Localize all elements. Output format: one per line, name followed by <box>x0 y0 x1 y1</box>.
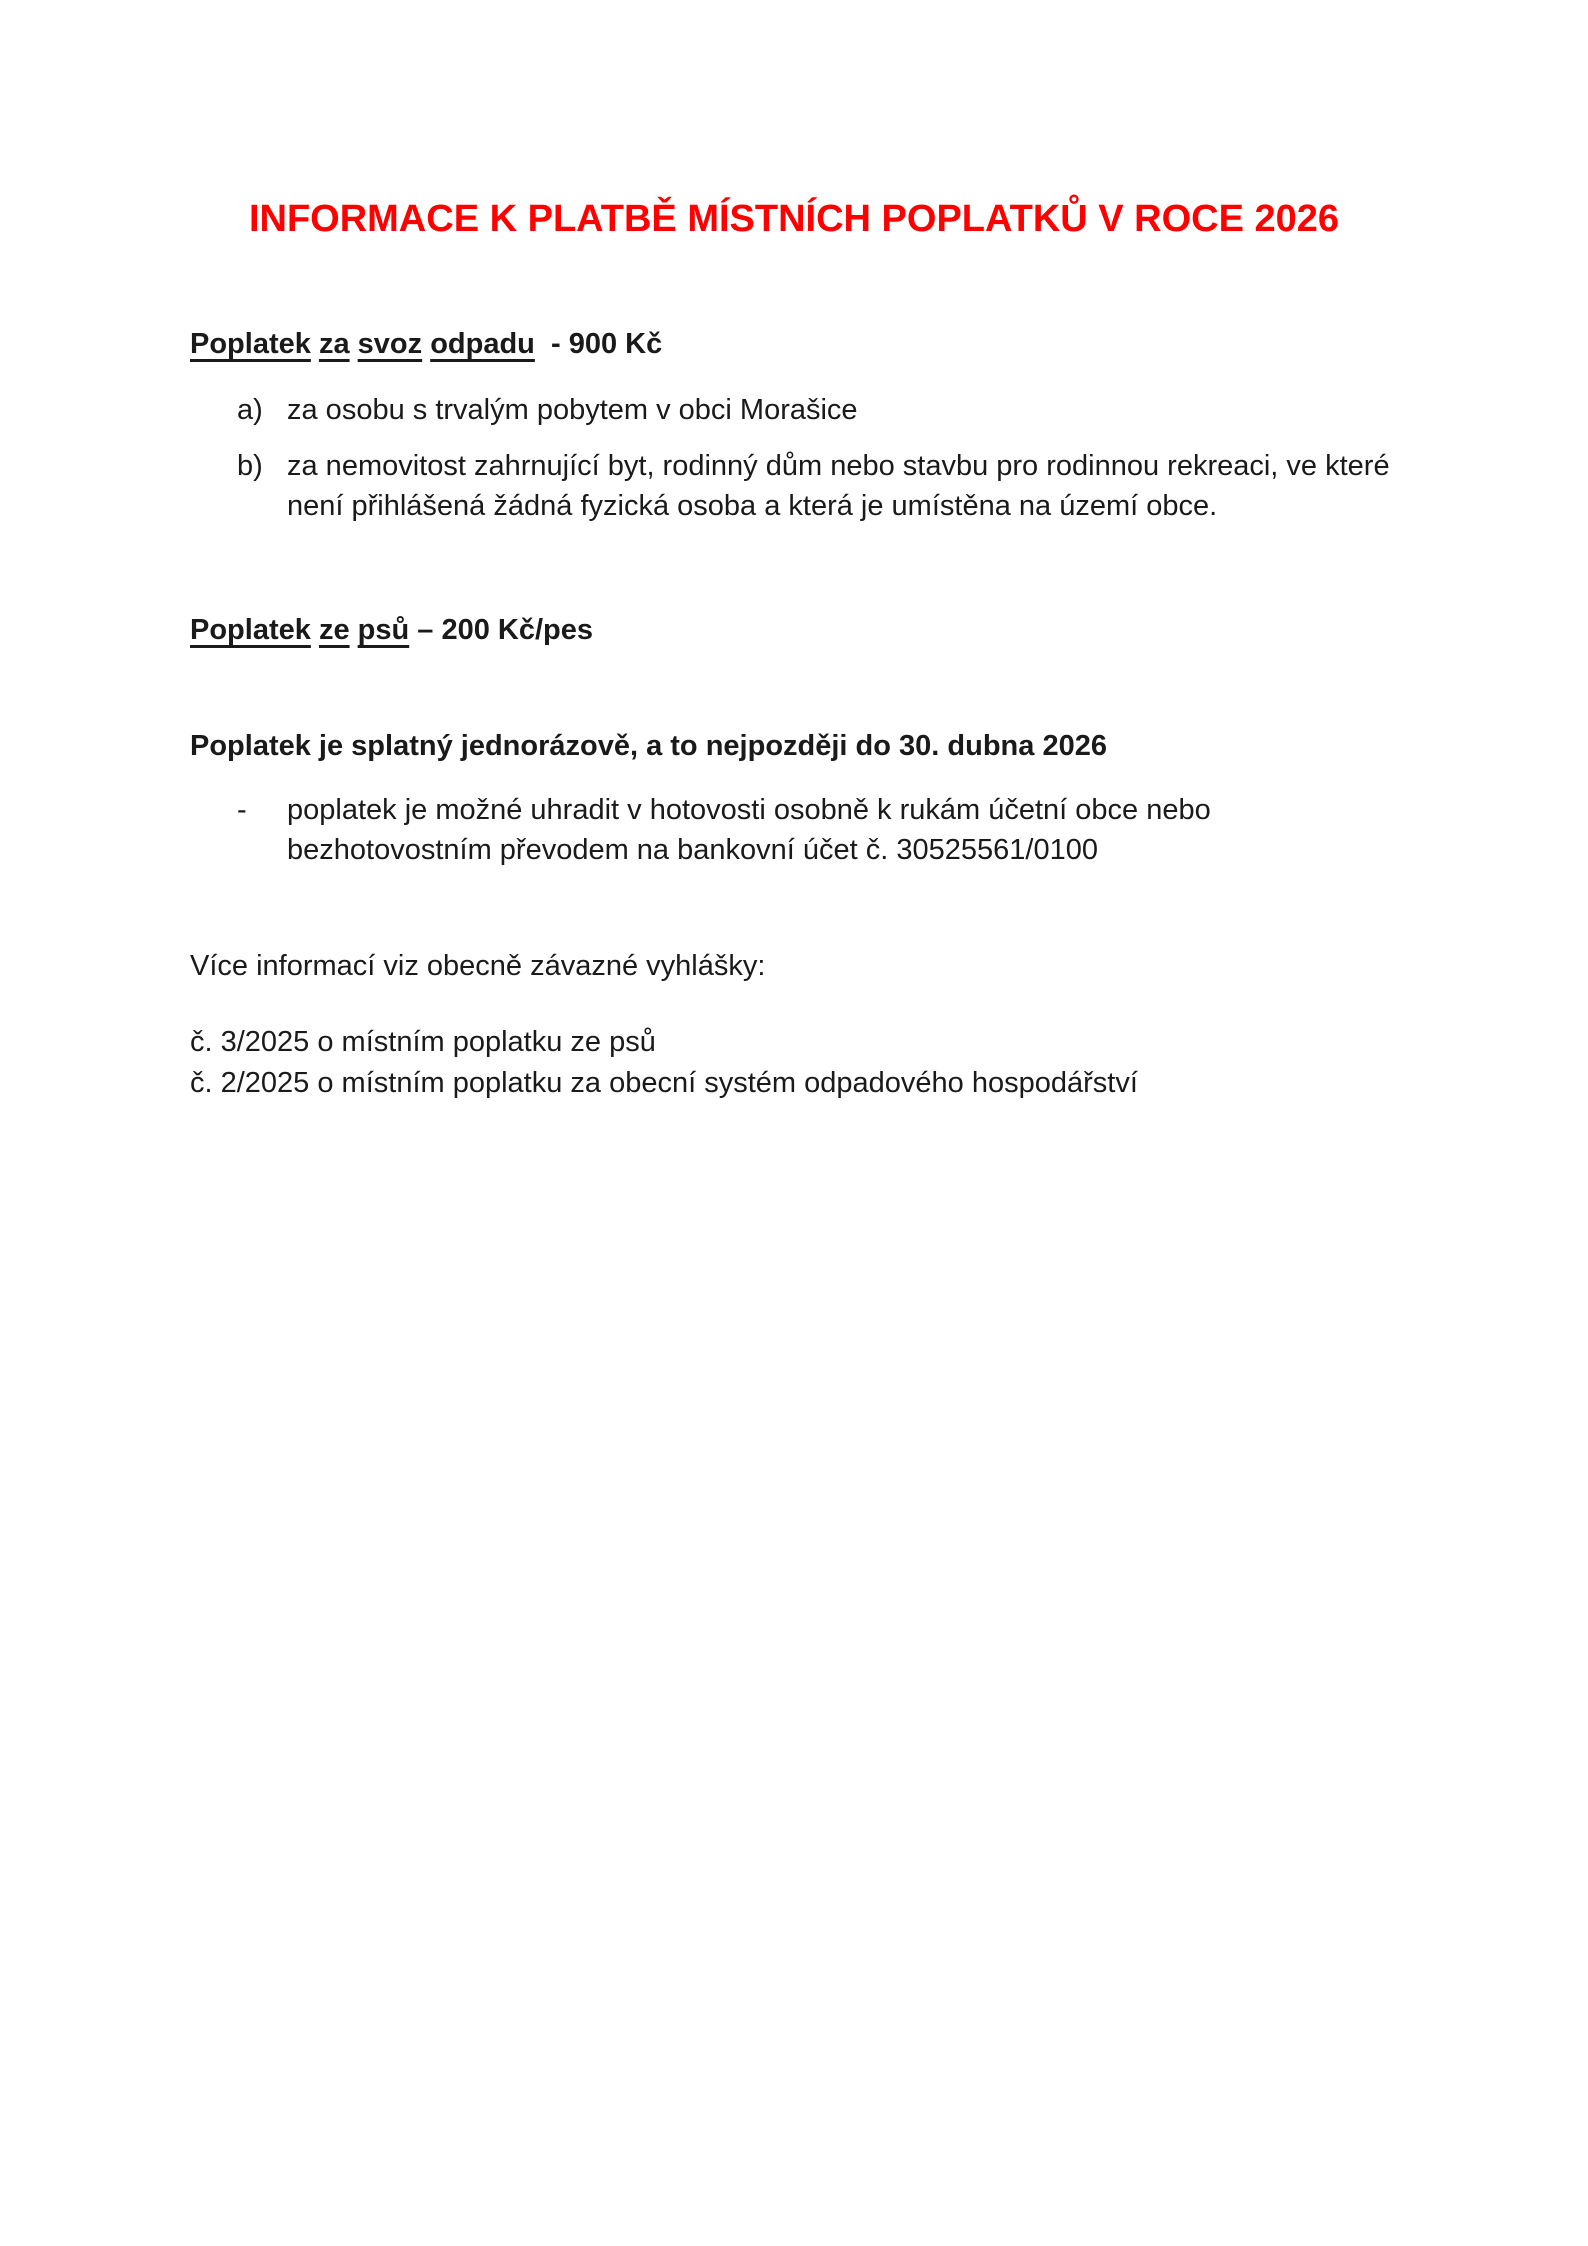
waste-item-a-text: za osobu s trvalým pobytem v obci Morašice <box>287 394 858 426</box>
more-info-intro: Více informací viz obecně závazné vyhlášky: <box>190 950 766 982</box>
page-title: INFORMACE K PLATBĚ MÍSTNÍCH POPLATKŮ V ROCE 2026 <box>248 198 1340 240</box>
waste-fee-list <box>190 390 1398 526</box>
payment-list <box>190 790 1398 870</box>
list-marker-dash: - <box>237 794 247 826</box>
decree-dogs: č. 3/2025 o místním poplatku ze psů <box>190 1026 656 1058</box>
list-marker-a: a) <box>237 394 263 426</box>
list-item <box>190 790 1398 870</box>
payment-item-text: poplatek je možné uhradit v hotovosti osobně k rukám účetní obce nebo bezhotovostním převodem na bankovní účet č. 30525561/0100 <box>287 794 1211 866</box>
decree-list <box>190 1022 1398 1104</box>
waste-fee-heading <box>190 324 1398 364</box>
decree-waste: č. 2/2025 o místním poplatku za obecní systém odpadového hospodářství <box>190 1067 1138 1099</box>
waste-fee-heading-amount: - 900 Kč <box>534 328 663 360</box>
dog-fee-heading-amount: – 200 Kč/pes <box>409 614 593 646</box>
waste-fee-heading-underlined: Poplatek za svoz odpadu <box>190 328 535 360</box>
dog-fee-heading <box>190 610 1398 650</box>
dog-fee-heading-underlined: Poplatek ze psů <box>190 614 410 646</box>
list-item <box>190 446 1398 526</box>
payment-due-heading: Poplatek je splatný jednorázově, a to nejpozději do 30. dubna 2026 <box>190 730 1107 762</box>
waste-item-b-text: za nemovitost zahrnující byt, rodinný dům nebo stavbu pro rodinnou rekreaci, ve které není přihlášená žádná fyzická osoba a která je umístěna na území obce. <box>287 450 1390 522</box>
list-item <box>190 390 1398 430</box>
list-marker-b: b) <box>237 450 263 482</box>
